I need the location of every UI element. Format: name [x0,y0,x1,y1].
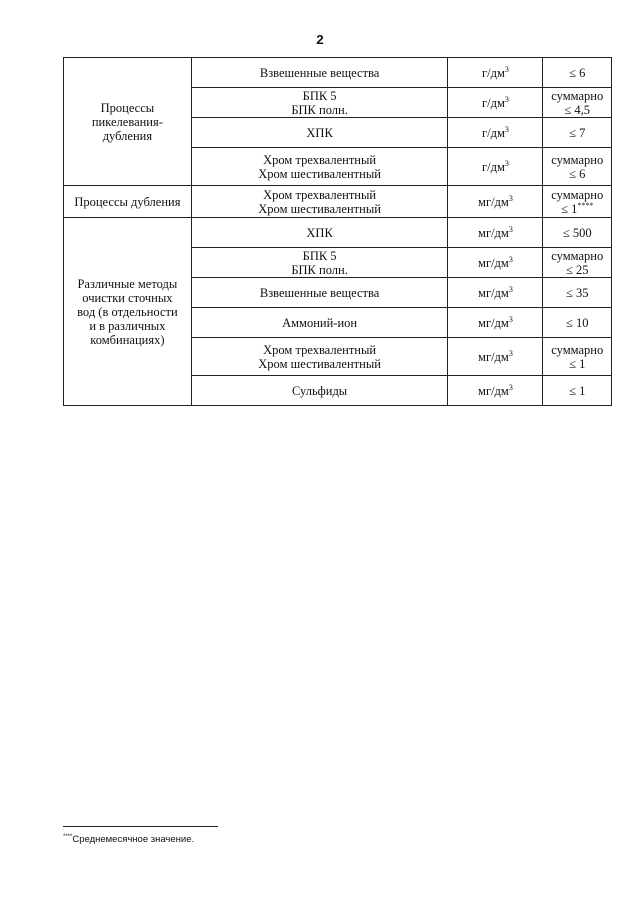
unit-text: г/дм [482,95,505,110]
substance-line: БПК 5 [302,248,337,263]
substance-line: Хром шестивалентный [258,166,381,181]
limit-line [546,286,608,300]
substance-line: БПК полн. [291,262,348,277]
limit-line [546,384,608,398]
norms-table [63,57,612,406]
limit-line [546,202,608,216]
unit-text: мг/дм [478,383,509,398]
substance-line: Аммоний-ион [282,315,358,330]
table-row [64,58,612,88]
limit-text: ≤ 6 [569,166,586,181]
substance-line: Взвешенные вещества [259,65,380,80]
substance-line: БПК 5 [302,88,337,103]
process-line: и в различных [89,318,166,333]
footnote-mark: **** [63,833,73,840]
limit-text: ≤ 35 [565,285,589,300]
unit-superscript: 3 [508,284,513,294]
substance-line: Хром трехвалентный [263,342,377,357]
substance-line: Хром шестивалентный [258,201,381,216]
unit-cell [448,88,543,118]
substance-line: Хром шестивалентный [258,356,381,371]
substance-cell [191,338,448,376]
limit-line [546,126,608,140]
unit-cell [448,148,543,186]
substance-cell [191,376,448,406]
limit-cell [543,308,612,338]
process-line: Процессы [100,100,155,115]
limit-cell [543,338,612,376]
limit-text: суммарно [551,187,604,202]
limit-text: ≤ 1 [561,201,578,216]
unit-cell [448,248,543,278]
table-row [64,186,612,218]
footnote [63,834,194,845]
page-number: 2 [316,32,324,47]
unit-superscript: 3 [504,158,509,168]
limit-cell [543,118,612,148]
limit-text: ≤ 7 [569,125,586,140]
unit-text: г/дм [482,159,505,174]
process-line: вод (в отдельности [77,304,178,319]
limit-line [546,103,608,117]
unit-superscript: 3 [504,124,509,134]
substance-line: ХПК [306,225,333,240]
limit-text: ≤ 6 [569,65,586,80]
limit-cell [543,88,612,118]
limit-cell [543,58,612,88]
unit-cell [448,218,543,248]
unit-superscript: 3 [504,64,509,74]
unit-text: мг/дм [478,225,509,240]
norms-table-body [64,58,612,406]
substance-line: БПК полн. [291,102,348,117]
substance-cell [191,148,448,186]
unit-text: мг/дм [478,194,509,209]
limit-text: ≤ 1 [569,356,586,371]
footnote-text: Среднемесячное значение. [72,834,195,845]
substance-cell [191,58,448,88]
substance-line: Хром трехвалентный [263,152,377,167]
substance-cell [191,248,448,278]
substance-cell [191,278,448,308]
substance-cell [191,308,448,338]
substance-cell [191,218,448,248]
unit-cell [448,338,543,376]
unit-text: мг/дм [478,315,509,330]
unit-superscript: 3 [504,94,509,104]
unit-superscript: 3 [508,254,513,264]
unit-cell [448,118,543,148]
substance-line: Взвешенные вещества [259,285,380,300]
limit-cell [543,186,612,218]
process-line: пикелевания- [91,114,163,129]
limit-line [546,226,608,240]
limit-text: ≤ 500 [562,225,592,240]
unit-text: г/дм [482,125,505,140]
unit-superscript: 3 [508,382,513,392]
substance-cell [191,118,448,148]
limit-line [546,316,608,330]
process-line: Различные методы [77,276,178,291]
limit-text: ≤ 25 [565,262,589,277]
substance-line: Сульфиды [291,383,348,398]
process-line: очистки сточных [82,290,173,305]
limit-cell [543,248,612,278]
process-line: дубления [102,128,153,143]
unit-cell [448,186,543,218]
substance-cell [191,186,448,218]
unit-text: мг/дм [478,349,509,364]
limit-cell [543,376,612,406]
limit-text: ≤ 1 [569,383,586,398]
process-cell [64,58,192,186]
limit-line [546,89,608,103]
limit-text: суммарно [551,248,604,263]
limit-text: суммарно [551,88,604,103]
unit-cell [448,58,543,88]
limit-line [546,263,608,277]
footnote-reference-mark: **** [577,200,594,210]
unit-superscript: 3 [508,348,513,358]
limit-line [546,249,608,263]
process-cell [64,186,192,218]
unit-text: мг/дм [478,285,509,300]
footnote-rule [63,826,218,827]
limit-cell [543,148,612,186]
unit-text: г/дм [482,65,505,80]
table-row [64,218,612,248]
substance-line: Хром трехвалентный [263,187,377,202]
process-line: комбинациях) [90,332,165,347]
unit-superscript: 3 [508,314,513,324]
limit-text: ≤ 4,5 [564,102,591,117]
limit-text: суммарно [551,342,604,357]
limit-text: суммарно [551,152,604,167]
limit-line [546,343,608,357]
unit-cell [448,376,543,406]
limit-text: ≤ 10 [565,315,589,330]
limit-cell [543,278,612,308]
substance-line: ХПК [306,125,333,140]
unit-text: мг/дм [478,255,509,270]
limit-line [546,66,608,80]
unit-superscript: 3 [508,193,513,203]
limit-line [546,153,608,167]
unit-cell [448,308,543,338]
substance-cell [191,88,448,118]
limit-line [546,357,608,371]
process-cell [64,218,192,406]
process-line: Процессы дубления [74,194,181,209]
limit-line [546,167,608,181]
limit-cell [543,218,612,248]
unit-cell [448,278,543,308]
unit-superscript: 3 [508,224,513,234]
